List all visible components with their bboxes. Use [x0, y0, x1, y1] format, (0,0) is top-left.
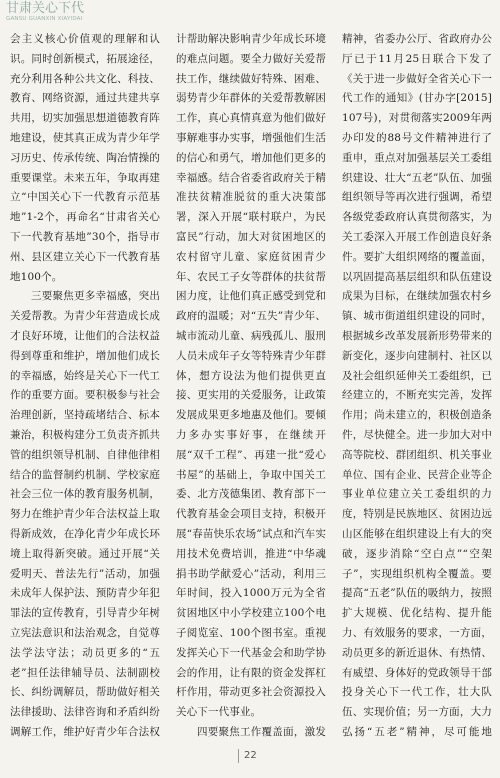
article-body	[10, 30, 492, 740]
page-header	[0, 0, 500, 28]
paragraph: 计帮助解决影响青少年成长环境的难点问题。要全力做好关爱帮扶工作，继续做好特殊、困难、弱势青少年群体的关爱帮教解困工作，真心真情真意为他们做好事解难事办实事，增强他们生活的信心和勇气，增加他们更多的幸福感。结合省委省政府关于精准扶贫精准脱贫的重大决策部署，深入开展“联村联户，为民富民”行动，加大对贫困地区的农村留守儿童、家庭贫困青少年、农民工子女等群体的扶贫帮困力度，让他们真正感受到党和政府的温暖；对“五失”青少年、城市流动儿童、病残孤儿、服刑人员未成年子女等特殊青少年群体，想方设法为他们提供更直接、更实用的关爱服务，让政策发展成果更多地惠及他们。要倾力多办实事好事，在继续开展“双千工程”、再建一批“爱心书屋”的基础上，争取中国关工委、北方茂德集团、教育部下一代教育基金会项目支持，积极开展“春苗快乐农场”试点和汽车实用技术免费培训，推进“中华魂捐书助学献爱心”活动，利用三年时间，投入1000万元为全省贫困地区中小学校建立100个电子阅览室、100个图书室。重视发挥关心下一代基金会和助学协会的作用，让有限的资金发挥杠杆作用，带动更多社会资源投入关心下一代事业。	[176, 33, 326, 719]
paragraph: 会主义核心价值观的理解和认识。同时创新模式，拓展途径，充分利用各种公共文化、科技、教育、网络资源，通过共建共享共用，切实加强思想道德教育阵地建设，使其真正成为青少年学习历史、传承传统、陶冶情操的重要课堂。未来五年，争取再建立“中国关心下一代教育示范基地”1-2个，再命名“甘肃省关心下一代教育基地”30个，指导市州、县区建立关心下一代教育基地100个。	[10, 33, 160, 283]
page-number-mark	[238, 749, 239, 763]
paragraph: 四要聚焦工作覆盖面，激发	[197, 725, 326, 738]
text-column-middle	[176, 30, 326, 740]
page-footer	[0, 745, 500, 778]
logo-subtitle: GANSU GUANXIN XIAYIDAI	[6, 16, 83, 22]
magazine-logo	[6, 2, 84, 22]
page-number: 22	[244, 750, 257, 761]
text-column-right	[342, 30, 492, 740]
paragraph: 三要聚焦更多幸福感，突出关爱帮教。为青少年营造成长成才良好环境，让他们的合法权益得到尊重和维护，增加他们成长的幸福感，始终是关心下一代工作的重要方面。要积极参与社会治理创新，坚持疏堵结合、标本兼治，积极构建分工负责齐抓共管的组织领导机制、自律他律相结合的监督制约机制、学校家庭社会三位一体的教育服务机制，努力在维护青少年合法权益上取得新成效，在净化青少年成长环境上取得新突破。通过开展“关爱明天、普法先行”活动，加强未成年人保护法、预防青少年犯罪法的宣传教育，引导青少年树立宪法意识和法治观念，自觉尊法学法守法；动员更多的“五老”担任法律辅导员、法制副校长、纠纷调解员，帮助做好相关法律援助、法律咨询和矛盾纠纷调解工作，维护好青少年合法权	[10, 290, 160, 738]
text-column-left	[10, 30, 160, 740]
paragraph: 精神，省委办公厅、省政府办公厅已于11月25日联合下发了《关于进一步做好全省关心下一代工作的通知》(甘办字[2015]107号)，对贯彻落实2009年两办印发的88号文件精神进行了重申，重点对加强基层关工委组织建设、壮大“五老”队伍、加强组织领导等再次进行强调，希望各级党委政府认真贯彻落实，为关工委深入开展工作创造良好条件。要扩大组织网络的覆盖面，以巩固提高基层组织和队伍建设成果为目标，在继续加强农村乡镇、城市街道组织建设的同时，根据城乡改革发展新形势带来的新变化，逐步向建制村、社区以及社会组织延伸关工委组织，已经建立的，不断充实完善，发挥作用；尚未建立的，积极创造条件，尽快健全。进一步加大对中高等院校、群团组织、机关事业单位、国有企业、民营企业等企事业单位建立关工委组织的力度，特别是民族地区、贫困边远山区能够在组织建设上有大的突破，逐步消除“空白点”“空架子”，实现组织机构全覆盖。要提高“五老”队伍的吸纳力，按照扩大规模、优化结构、提升能力、有效服务的要求，一方面，动员更多的新近退休、有热情、有威望、身体好的党政领导干部投身关心下一代工作，壮大队伍、实现价值；另一方面，大力弘扬“五老”精神，尽可能地	[342, 33, 492, 738]
logo-title: 甘肃关心下代	[6, 1, 85, 16]
